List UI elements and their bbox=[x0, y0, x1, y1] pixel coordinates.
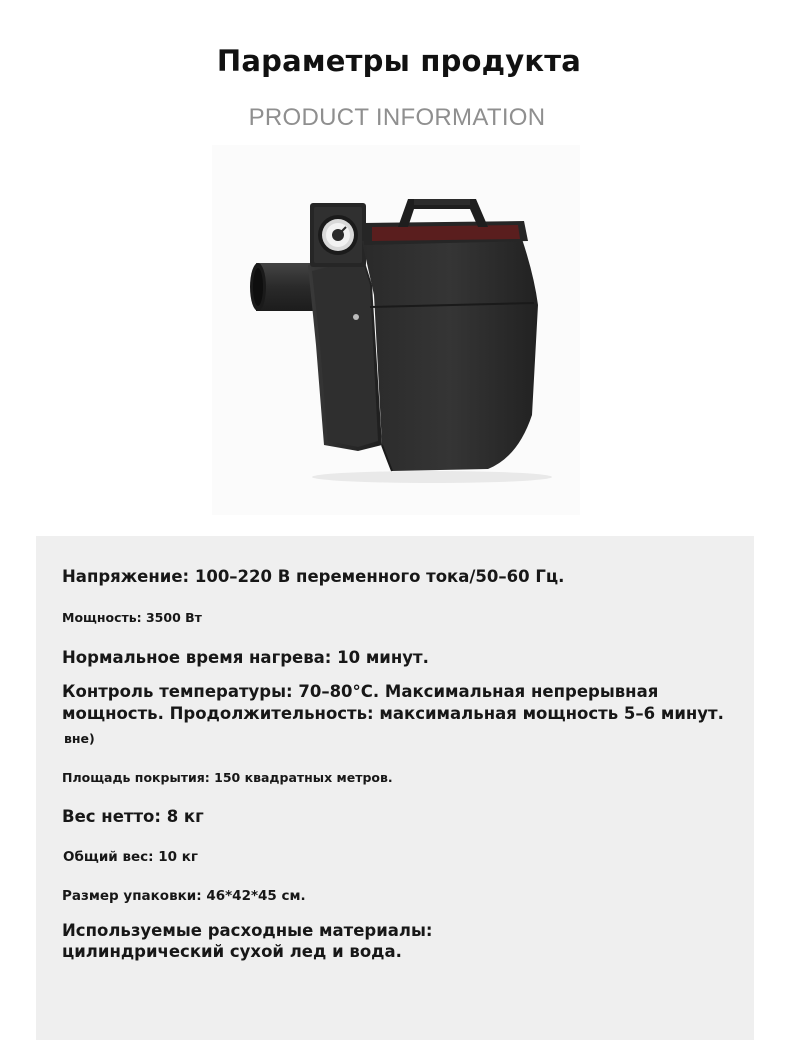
ice-fog-machine-image bbox=[212, 145, 580, 515]
spec-temperature-line-1: Контроль температуры: 70–80°C. Максимальная непрерывная bbox=[62, 682, 659, 701]
spec-coverage: Площадь покрытия: 150 квадратных метров. bbox=[62, 770, 393, 785]
spec-voltage: Напряжение: 100–220 В переменного тока/50–60 Гц. bbox=[62, 567, 565, 586]
spec-consumables-line-1: Используемые расходные материалы: bbox=[62, 921, 433, 940]
page-title: Параметры продукта bbox=[216, 44, 582, 78]
spec-power: Мощность: 3500 Вт bbox=[62, 610, 202, 625]
spec-consumables-line-2: цилиндрический сухой лед и вода. bbox=[62, 942, 402, 961]
spec-temperature-line-3: вне) bbox=[64, 731, 95, 746]
page-subtitle: PRODUCT INFORMATION bbox=[248, 104, 546, 131]
spec-net-weight: Вес нетто: 8 кг bbox=[62, 807, 204, 826]
spec-temperature-line-2: мощность. Продолжительность: максимальная мощность 5–6 минут. bbox=[62, 704, 724, 723]
spec-package-size: Размер упаковки: 46*42*45 см. bbox=[62, 888, 306, 904]
spec-heating-time: Нормальное время нагрева: 10 минут. bbox=[62, 648, 429, 667]
specs-panel bbox=[36, 536, 754, 1040]
spec-gross-weight: Общий вес: 10 кг bbox=[63, 849, 198, 865]
